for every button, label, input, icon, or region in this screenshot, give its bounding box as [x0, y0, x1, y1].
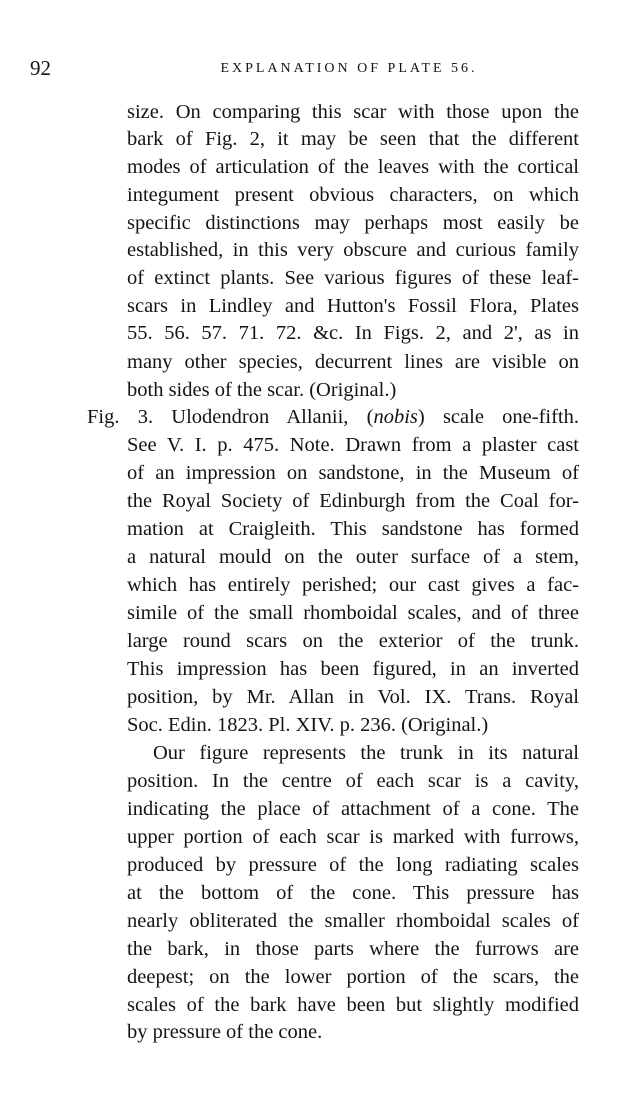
text-line: of an impression on sandstone, in the Museum of	[127, 462, 579, 484]
text-line: bark of Fig. 2, it may be seen that the different	[127, 128, 579, 150]
text-line: a natural mould on the outer surface of a stem,	[127, 546, 579, 568]
text-line: modes of articulation of the leaves with the cortical	[127, 156, 579, 178]
text-line: of extinct plants. See various figures of these leaf-	[127, 267, 579, 289]
text-line: Soc. Edin. 1823. Pl. XIV. p. 236. (Original.)	[127, 714, 489, 736]
text-line: many other species, decurrent lines are visible on	[127, 351, 579, 373]
text-line: which has entirely perished; our cast gives a fac-	[127, 574, 579, 596]
text-line: Our figure represents the trunk in its natural	[153, 742, 579, 764]
text-line: deepest; on the lower portion of the scars, the	[127, 966, 579, 988]
text-line: See V. I. p. 475. Note. Drawn from a plaster cast	[127, 434, 579, 456]
text-line: by pressure of the cone.	[127, 1021, 323, 1043]
text-line: large round scars on the exterior of the trunk.	[127, 630, 579, 652]
text-line: the bark, in those parts where the furrows are	[127, 938, 579, 960]
text-line: nearly obliterated the smaller rhomboidal scales of	[127, 910, 579, 932]
text-line: position, by Mr. Allan in Vol. IX. Trans. Royal	[127, 686, 579, 708]
page-header	[0, 56, 638, 86]
text-line: produced by pressure of the long radiating scales	[127, 854, 579, 876]
text-line: indicating the place of attachment of a cone. The	[127, 798, 579, 820]
text-line: established, in this very obscure and curious family	[127, 239, 579, 261]
text-line: specific distinctions may perhaps most easily be	[127, 212, 579, 234]
running-head: EXPLANATION OF PLATE 56.	[220, 61, 478, 76]
text-line: upper portion of each scar is marked with furrows,	[127, 826, 579, 848]
text-line: scales of the bark have been but slightly modified	[127, 994, 579, 1016]
text-line: the Royal Society of Edinburgh from the Coal for-	[127, 490, 579, 512]
text-line: integument present obvious characters, on which	[127, 184, 579, 206]
text-line: at the bottom of the cone. This pressure has	[127, 882, 579, 904]
text-line: simile of the small rhomboidal scales, and of three	[127, 602, 579, 624]
text-line: scars in Lindley and Hutton's Fossil Flora, Plates	[127, 295, 579, 317]
text-line: mation at Craigleith. This sandstone has formed	[127, 518, 579, 540]
figure-caption-line: Fig. 3. Ulodendron Allanii, (nobis) scale one-fifth.	[87, 406, 579, 428]
page-number: 92	[30, 56, 51, 80]
text-line: position. In the centre of each scar is a cavity,	[127, 770, 579, 792]
text-line: both sides of the scar. (Original.)	[127, 379, 397, 401]
text-line: 55. 56. 57. 71. 72. &c. In Figs. 2, and 2', as in	[127, 322, 579, 344]
text-line: size. On comparing this scar with those upon the	[127, 101, 579, 123]
text-line: This impression has been figured, in an inverted	[127, 658, 579, 680]
